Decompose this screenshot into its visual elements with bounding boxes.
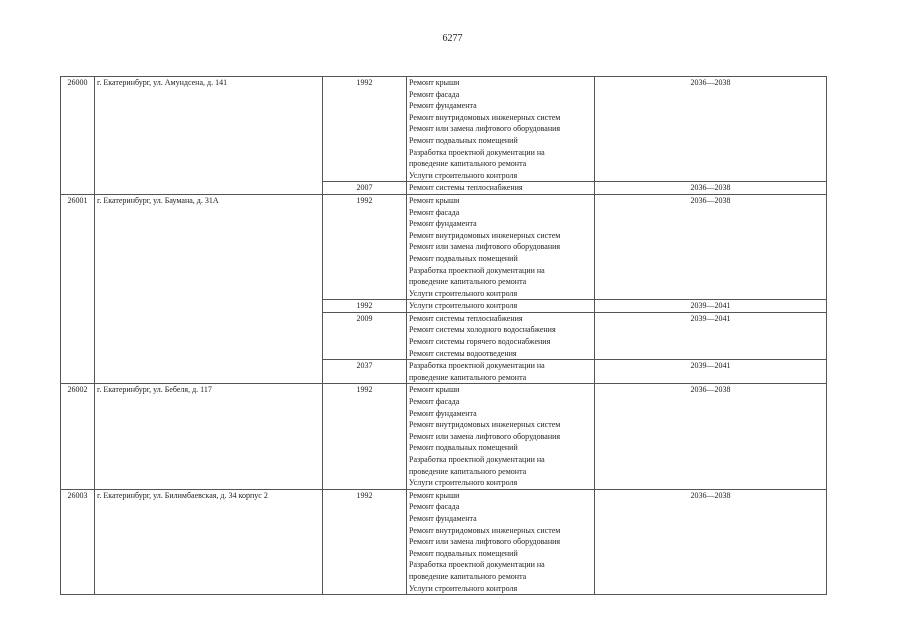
work-type-line: Ремонт подвальных помещений [409, 253, 518, 263]
work-type-line: Ремонт подвальных помещений [409, 548, 518, 558]
record-id: 26000 [61, 77, 95, 195]
work-type-line: Ремонт системы водоотведения [409, 348, 517, 358]
planned-period: 2036—2038 [595, 384, 827, 489]
work-type-line: Ремонт внутридомовых инженерных систем [409, 112, 561, 122]
work-type-line: Ремонт подвальных помещений [409, 443, 518, 453]
work-type-line: Ремонт крыши [409, 195, 460, 205]
repair-schedule-table [60, 76, 827, 595]
commission-year: 1992 [323, 300, 407, 313]
work-types [407, 300, 595, 313]
work-type-line: Ремонт внутридомовых инженерных систем [409, 525, 561, 535]
planned-period: 2036—2038 [595, 489, 827, 594]
work-type-line: Ремонт системы теплоснабжения [409, 313, 523, 323]
work-types [407, 360, 595, 384]
work-type-line: Ремонт крыши [409, 78, 460, 87]
commission-year: 2007 [323, 182, 407, 195]
planned-period: 2039—2041 [595, 300, 827, 313]
work-type-line: Ремонт или замена лифтового оборудования [409, 124, 561, 134]
table-row [61, 77, 827, 182]
work-type-line: Разработка проектной документации на [409, 147, 545, 157]
work-type-line: проведение капитального ремонта [409, 372, 527, 382]
record-address: г. Екатеринбург, ул. Амундсена, д. 141 [95, 77, 323, 195]
work-type-line: Услуги строительного контроля [409, 301, 518, 311]
planned-period: 2036—2038 [595, 182, 827, 195]
work-types [407, 312, 595, 359]
record-id: 26001 [61, 194, 95, 384]
work-type-line: Услуги строительного контроля [409, 170, 518, 180]
table-row [61, 384, 827, 489]
commission-year: 1992 [323, 194, 407, 299]
commission-year: 1992 [323, 384, 407, 489]
table-row [61, 489, 827, 594]
commission-year: 2037 [323, 360, 407, 384]
table-body [61, 77, 827, 595]
work-type-line: Ремонт крыши [409, 490, 460, 500]
record-address: г. Екатеринбург, ул. Билимбаевская, д. 34 корпус 2 [95, 489, 323, 594]
work-type-line: Ремонт фундамента [409, 101, 477, 111]
work-type-line: Разработка проектной документации на [409, 361, 545, 371]
work-types [407, 384, 595, 489]
work-types [407, 182, 595, 195]
planned-period: 2039—2041 [595, 360, 827, 384]
work-type-line: Разработка проектной документации на [409, 265, 545, 275]
work-type-line: Ремонт фасада [409, 89, 460, 99]
commission-year: 1992 [323, 77, 407, 182]
work-type-line: Услуги строительного контроля [409, 288, 518, 298]
commission-year: 1992 [323, 489, 407, 594]
work-type-line: Ремонт внутридомовых инженерных систем [409, 420, 561, 430]
work-type-line: Услуги строительного контроля [409, 583, 518, 593]
work-type-line: Ремонт системы горячего водоснабжения [409, 337, 551, 347]
work-type-line: Ремонт фасада [409, 502, 460, 512]
work-type-line: проведение капитального ремонта [409, 277, 527, 287]
commission-year: 2009 [323, 312, 407, 359]
table-row [61, 194, 827, 299]
work-type-line: Ремонт системы теплоснабжения [409, 183, 523, 193]
work-type-line: Ремонт крыши [409, 385, 460, 395]
work-types [407, 77, 595, 182]
work-type-line: Ремонт или замена лифтового оборудования [409, 537, 561, 547]
work-type-line: Услуги строительного контроля [409, 478, 518, 488]
work-type-line: проведение капитального ремонта [409, 571, 527, 581]
work-type-line: Ремонт фасада [409, 207, 460, 217]
planned-period: 2039—2041 [595, 312, 827, 359]
work-type-line: Ремонт внутридомовых инженерных систем [409, 230, 561, 240]
record-id: 26003 [61, 489, 95, 594]
work-type-line: Ремонт системы холодного водоснабжения [409, 325, 556, 335]
record-address: г. Екатеринбург, ул. Бебеля, д. 117 [95, 384, 323, 489]
work-types [407, 194, 595, 299]
record-id: 26002 [61, 384, 95, 489]
planned-period: 2036—2038 [595, 77, 827, 182]
work-types [407, 489, 595, 594]
work-type-line: проведение капитального ремонта [409, 466, 527, 476]
work-type-line: Ремонт или замена лифтового оборудования [409, 431, 561, 441]
work-type-line: Ремонт фасада [409, 397, 460, 407]
work-type-line: Ремонт фундамента [409, 219, 477, 229]
page-number: 6277 [442, 33, 463, 44]
work-type-line: Разработка проектной документации на [409, 455, 545, 464]
record-address: г. Екатеринбург, ул. Баумана, д. 31А [95, 194, 323, 384]
planned-period: 2036—2038 [595, 194, 827, 299]
work-type-line: Ремонт фундамента [409, 408, 477, 418]
work-type-line: проведение капитального ремонта [409, 159, 527, 169]
work-type-line: Разработка проектной документации на [409, 560, 545, 570]
work-type-line: Ремонт фундамента [409, 513, 477, 523]
work-type-line: Ремонт или замена лифтового оборудования [409, 242, 561, 252]
work-type-line: Ремонт подвальных помещений [409, 135, 518, 145]
